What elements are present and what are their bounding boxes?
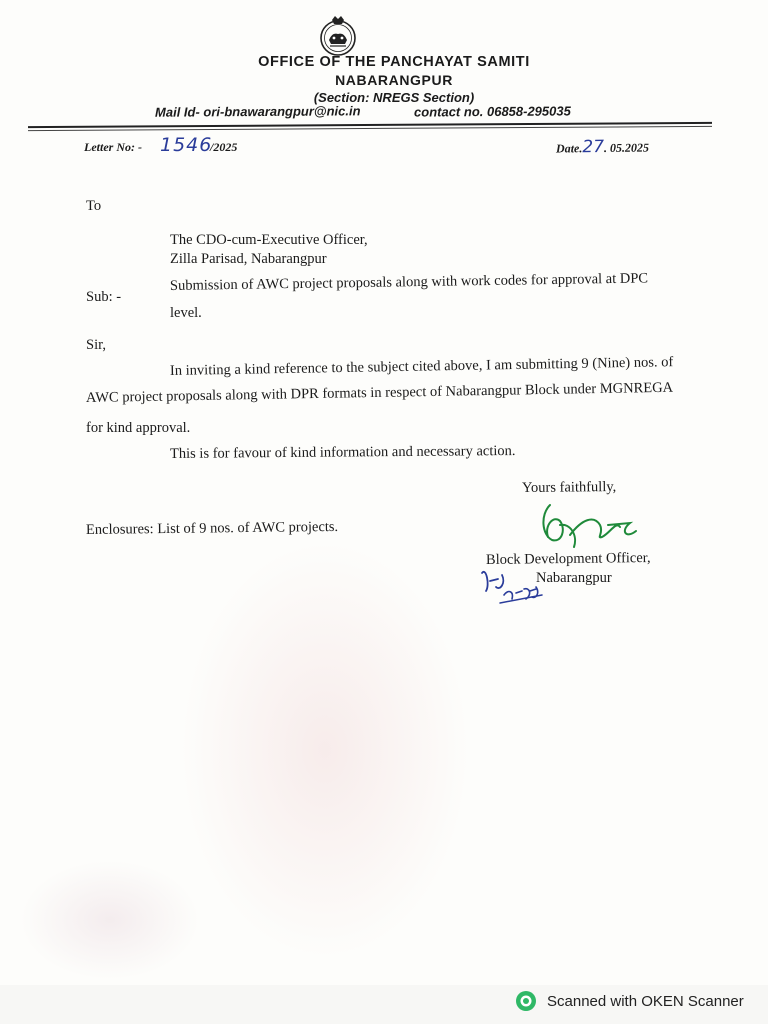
state-emblem-icon	[316, 14, 360, 58]
salutation: Sir,	[86, 337, 106, 353]
scanner-text: Scanned with OKEN Scanner	[547, 992, 744, 1010]
subject-line-1: Submission of AWC project proposals along with work codes for approval at DPC	[169, 270, 649, 294]
letter-no-label: Letter No: -	[84, 140, 142, 154]
paper-stain	[20, 860, 200, 980]
letter-no-handwritten: 1546	[160, 134, 213, 156]
letter-date	[556, 137, 649, 158]
to-line: To	[86, 198, 102, 214]
mail-id: Mail Id- ori-bnawarangpur@nic.in	[154, 103, 361, 120]
signatory-title: Block Development Officer,	[485, 549, 651, 568]
signatory-place: Nabarangpur	[536, 570, 612, 586]
scanner-watermark	[515, 989, 765, 1013]
contact-number: contact no. 06858-295035	[413, 103, 571, 120]
signature-image	[470, 495, 670, 625]
subject-line-2: level.	[170, 305, 202, 321]
office-title: OFFICE OF THE PANCHAYAT SAMITI	[258, 54, 530, 70]
letter-no-year: /2025	[210, 140, 238, 154]
office-place: NABARANGPUR	[335, 72, 453, 88]
office-section: (Section: NREGS Section)	[313, 90, 475, 105]
date-label: Date.	[555, 141, 583, 156]
date-rest: . 05.2025	[603, 140, 650, 155]
closing: Yours faithfully,	[521, 479, 617, 496]
subject-label: Sub: -	[86, 289, 122, 305]
paragraph-1-line-3: for kind approval.	[86, 420, 191, 436]
paragraph-1-line-2: AWC project proposals along with DPR formats in respect of Nabarangpur Block under MGNREGA	[85, 379, 674, 406]
addressee-line-2: Zilla Parisad, Nabarangpur	[170, 251, 327, 267]
addressee-line-1: The CDO-cum-Executive Officer,	[170, 232, 368, 248]
paragraph-2: This is for favour of kind information and necessary action.	[169, 442, 516, 462]
enclosures: Enclosures: List of 9 nos. of AWC projects.	[85, 518, 339, 538]
oken-scanner-icon	[515, 990, 537, 1012]
paper-stain	[180, 540, 470, 960]
date-day-handwritten: 27	[582, 136, 605, 158]
paragraph-1-line-1: In inviting a kind reference to the subject cited above, I am submitting 9 (Nine) nos. of	[169, 354, 674, 379]
